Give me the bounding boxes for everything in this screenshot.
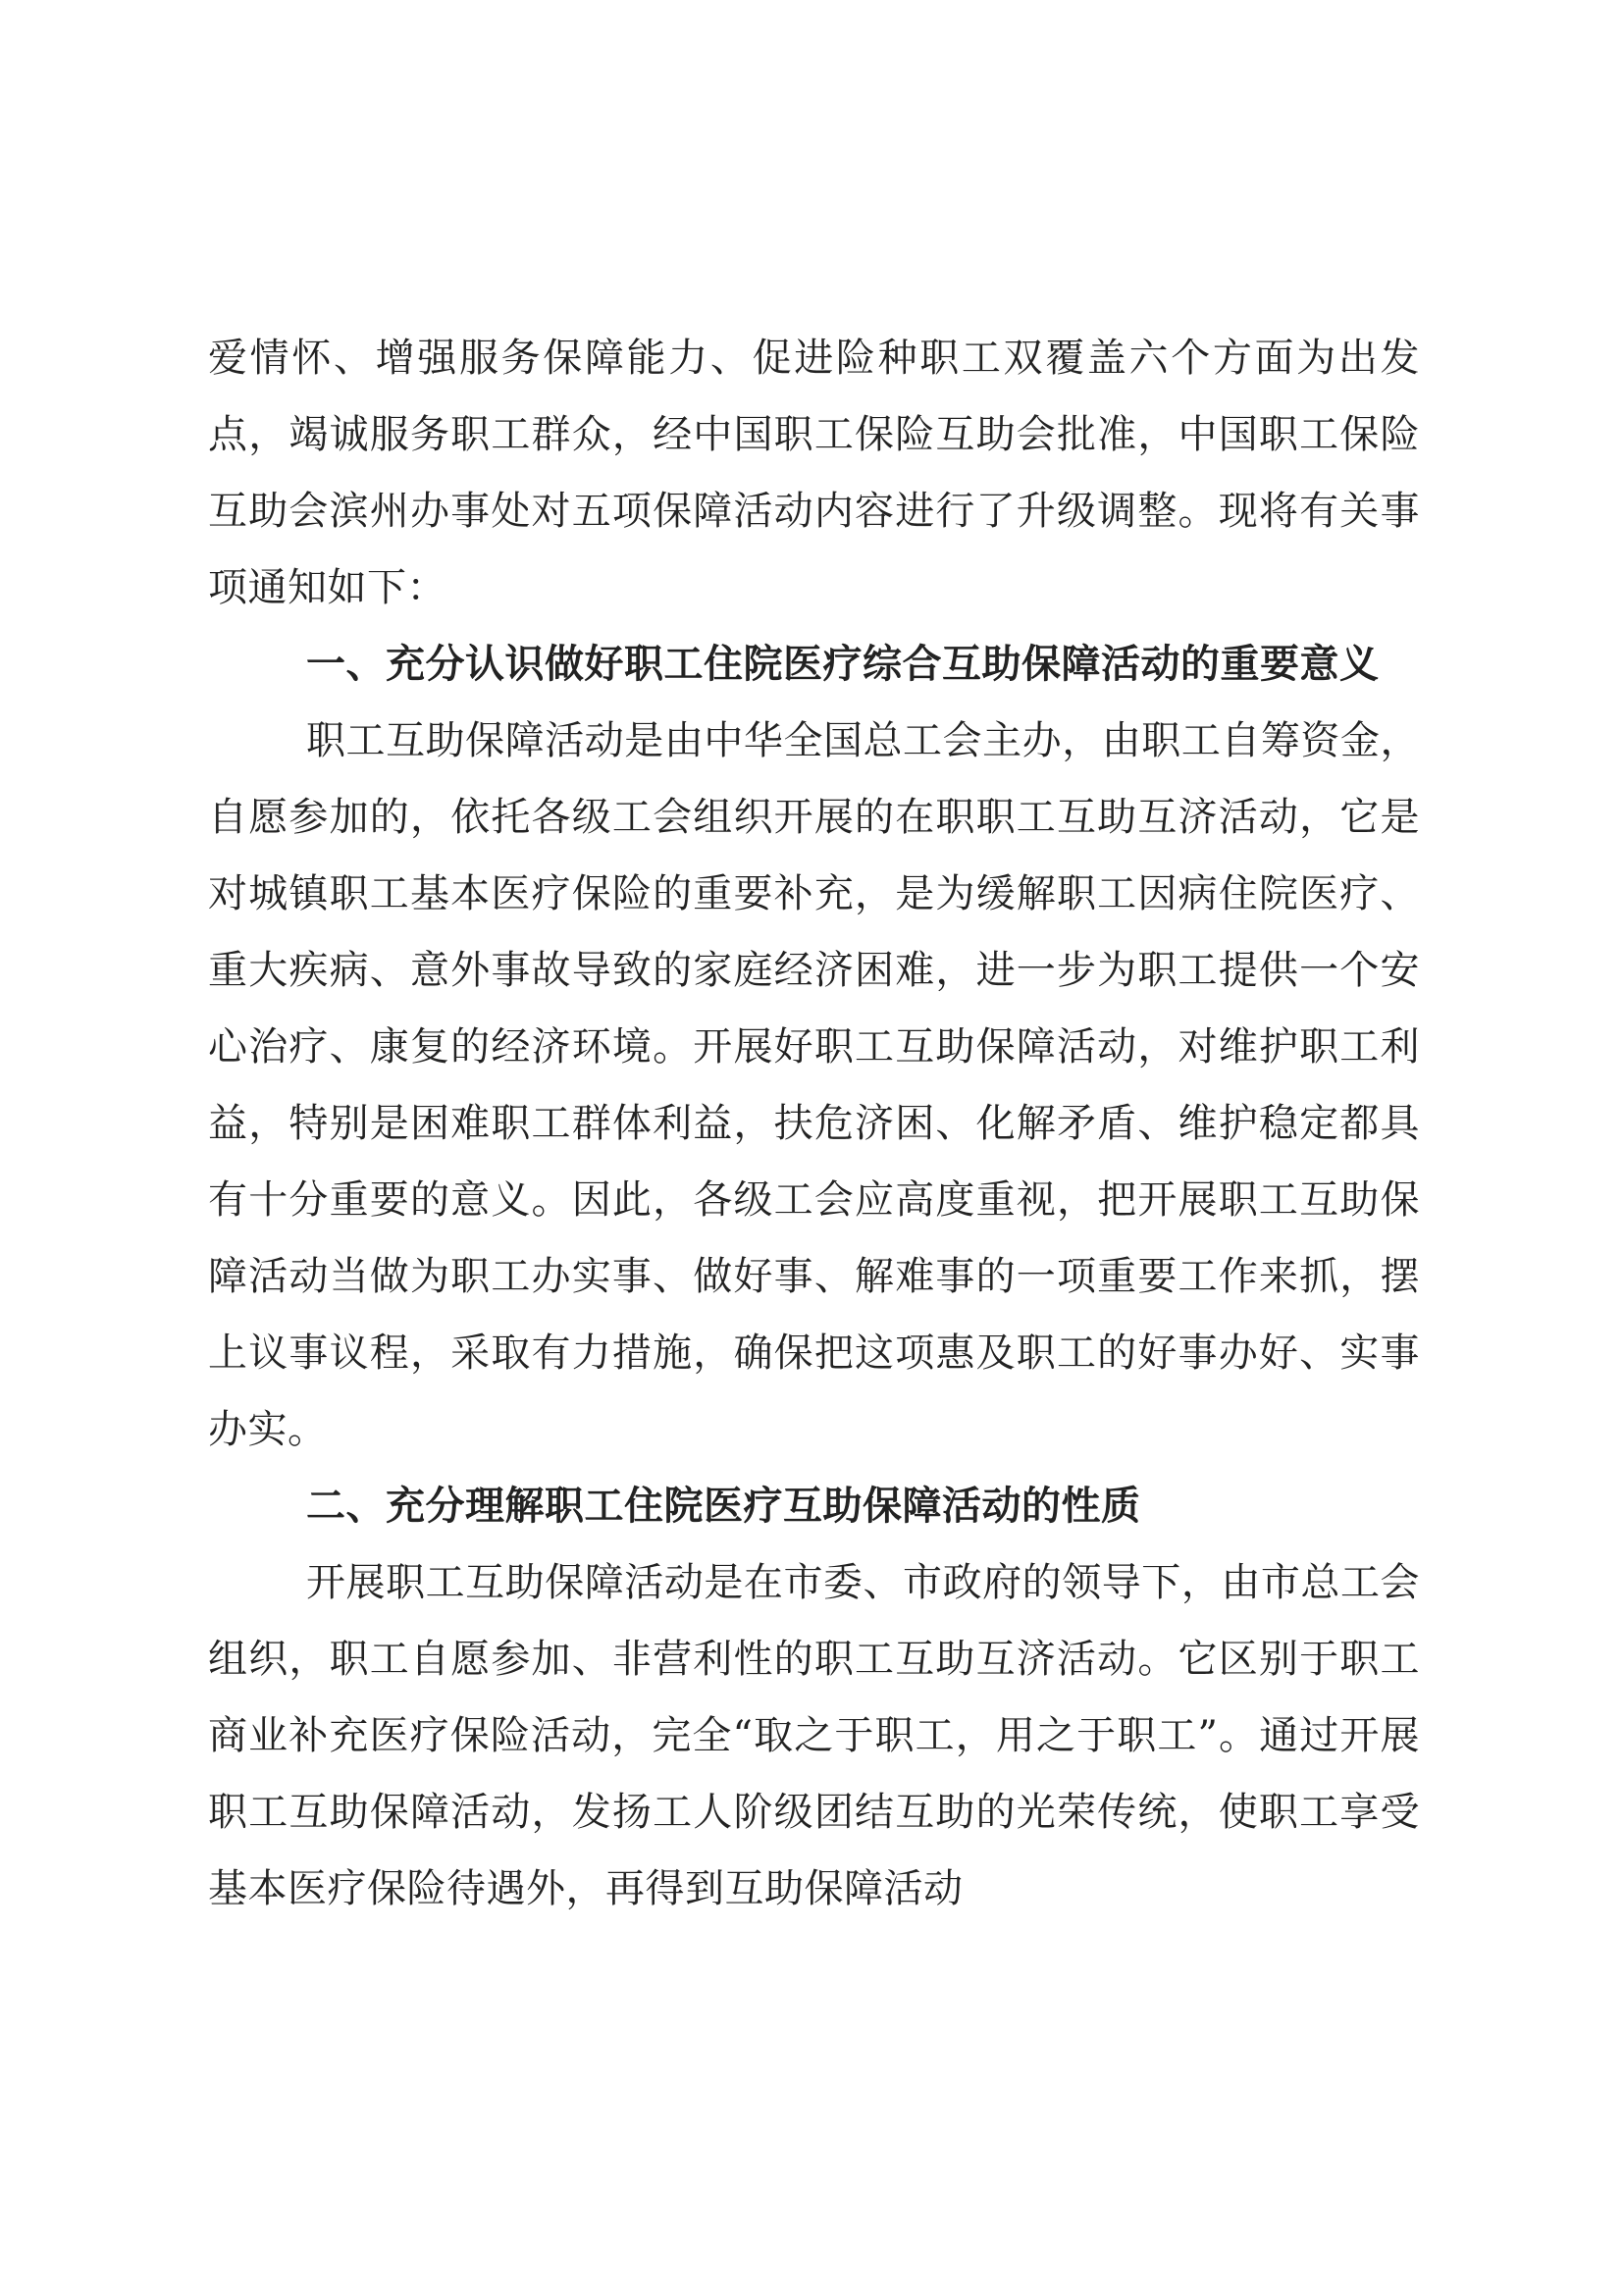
paragraph-section-2: 开展职工互助保障活动是在市委、市政府的领导下，由市总工会组织，职工自愿参加、非营利性的职工互助互济活动。它区别于职工商业补充医疗保险活动，完全“取之于职工，用之于职工”。通过开展职工互助保障活动，发扬工人阶级团结互助的光荣传统，使职工享受基本医疗保险待遇外，再得到互助保障活动 [208,1560,1420,1911]
document-body [208,320,1420,1927]
paragraph-intro: 爱情怀、增强服务保障能力、促进险种职工双覆盖六个方面为出发点，竭诚服务职工群众，经中国职工保险互助会批准，中国职工保险互助会滨州办事处对五项保障活动内容进行了升级调整。现将有关事项通知如下： [208,336,1420,610]
paragraph-section-1: 职工互助保障活动是由中华全国总工会主办，由职工自筹资金，自愿参加的，依托各级工会组织开展的在职职工互助互济活动，它是对城镇职工基本医疗保险的重要补充，是为缓解职工因病住院医疗、重大疾病、意外事故导致的家庭经济困难，进一步为职工提供一个安心治疗、康复的经济环境。开展好职工互助保障活动，对维护职工利益，特别是困难职工群体利益，扶危济困、化解矛盾、维护稳定都具有十分重要的意义。因此，各级工会应高度重视，把开展职工互助保障活动当做为职工办实事、做好事、解难事的一项重要工作来抓，摆上议事议程，采取有力措施，确保把这项惠及职工的好事办好、实事办实。 [208,718,1420,1452]
section-heading-1: 一、充分认识做好职工住院医疗综合互助保障活动的重要意义 [306,642,1380,687]
section-heading-2: 二、充分理解职工住院医疗互助保障活动的性质 [306,1484,1141,1529]
